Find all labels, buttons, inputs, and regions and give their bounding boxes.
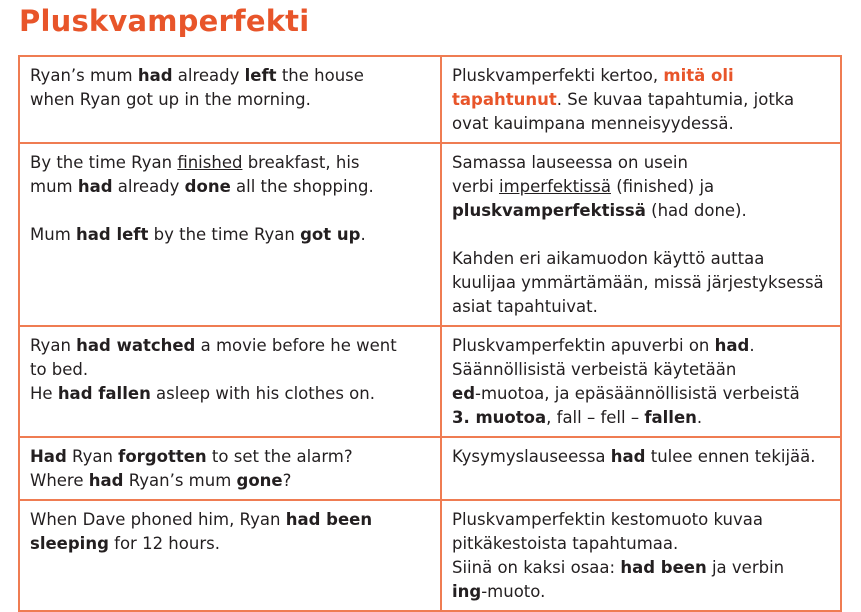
text-segment: the house xyxy=(276,66,364,85)
text-line xyxy=(452,271,830,295)
text-line xyxy=(30,532,430,556)
explanation-cell xyxy=(441,326,841,437)
text-segment: for 12 hours. xyxy=(108,534,220,553)
text-segment: asleep with his clothes on. xyxy=(150,384,375,403)
text-line xyxy=(452,199,830,223)
text-line xyxy=(30,334,430,358)
bold-text: had been xyxy=(285,510,373,529)
text-line xyxy=(30,382,430,406)
paragraph-gap xyxy=(30,199,430,223)
text-segment: He xyxy=(30,384,58,403)
text-line xyxy=(452,334,830,358)
text-segment: ovat kauimpana menneisyydessä. xyxy=(452,114,734,133)
table-row xyxy=(19,500,841,611)
text-line xyxy=(452,175,830,199)
text-line xyxy=(30,358,430,382)
text-segment: Where xyxy=(30,471,89,490)
text-segment: tulee ennen tekijää. xyxy=(645,447,816,466)
example-cell xyxy=(19,56,441,143)
text-segment: Pluskvamperfektin apuverbi on xyxy=(452,336,715,355)
text-line xyxy=(30,445,430,469)
text-segment: to bed. xyxy=(30,360,89,379)
bold-text: had xyxy=(88,471,124,490)
text-segment: verbi xyxy=(452,177,500,196)
bold-text: had left xyxy=(76,225,149,244)
bold-text: gone xyxy=(236,471,283,490)
example-cell xyxy=(19,437,441,500)
table-row xyxy=(19,143,841,326)
bold-text: had been xyxy=(620,558,707,577)
text-segment: Pluskvamperfekti kertoo, xyxy=(452,66,664,85)
bold-text: had xyxy=(77,177,113,196)
bold-text: fallen xyxy=(644,408,697,427)
text-segment: a movie before he went xyxy=(195,336,397,355)
bold-text: Had xyxy=(30,447,67,466)
explanation-cell xyxy=(441,437,841,500)
text-segment: asiat tapahtuivat. xyxy=(452,297,598,316)
text-segment: , fall – fell – xyxy=(546,408,645,427)
text-segment: breakfast, his xyxy=(242,153,360,172)
example-cell xyxy=(19,143,441,326)
example-cell xyxy=(19,500,441,611)
text-line xyxy=(30,223,430,247)
text-line xyxy=(452,532,830,556)
text-segment: already xyxy=(112,177,185,196)
bold-text: forgotten xyxy=(118,447,207,466)
text-line xyxy=(30,508,430,532)
text-segment: already xyxy=(172,66,245,85)
table-row xyxy=(19,326,841,437)
text-line xyxy=(452,580,830,604)
text-line xyxy=(452,382,830,406)
text-line xyxy=(452,64,830,88)
paragraph-gap xyxy=(452,223,830,247)
underlined-text: imperfektissä xyxy=(499,177,611,196)
text-segment: to set the alarm? xyxy=(206,447,353,466)
text-segment: Ryan’s mum xyxy=(123,471,237,490)
bold-text: ed xyxy=(452,384,476,403)
grammar-table-body xyxy=(19,56,841,611)
highlighted-text: tapahtunut xyxy=(452,90,557,109)
highlighted-text: mitä oli xyxy=(663,66,734,85)
explanation-cell xyxy=(441,56,841,143)
bold-text: had watched xyxy=(76,336,196,355)
text-segment: Ryan’s mum xyxy=(30,66,138,85)
text-segment: -muoto. xyxy=(481,582,546,601)
text-line xyxy=(452,445,830,469)
text-segment: pitkäkestoista tapahtumaa. xyxy=(452,534,679,553)
text-line xyxy=(452,406,830,430)
underlined-text: finished xyxy=(177,153,243,172)
text-segment: Kysymyslauseessa xyxy=(452,447,611,466)
text-segment: When Dave phoned him, Ryan xyxy=(30,510,286,529)
text-line xyxy=(452,112,830,136)
text-segment: (had done). xyxy=(645,201,747,220)
text-segment: (finished) ja xyxy=(610,177,715,196)
bold-text: got up xyxy=(300,225,361,244)
text-segment: . xyxy=(360,225,366,244)
text-line xyxy=(452,88,830,112)
bold-text: had xyxy=(610,447,646,466)
text-segment: Samassa lauseessa on usein xyxy=(452,153,688,172)
text-line xyxy=(452,508,830,532)
grammar-table xyxy=(18,55,842,612)
text-line xyxy=(452,295,830,319)
text-segment: Ryan xyxy=(30,336,77,355)
bold-text: left xyxy=(244,66,277,85)
text-segment: Siinä on kaksi osaa: xyxy=(452,558,621,577)
bold-text: ing xyxy=(452,582,482,601)
example-cell xyxy=(19,326,441,437)
text-segment: ja verbin xyxy=(706,558,785,577)
bold-text: 3. muotoa xyxy=(452,408,547,427)
text-segment: ? xyxy=(282,471,292,490)
text-line xyxy=(452,247,830,271)
text-segment: . xyxy=(749,336,755,355)
bold-text: pluskvamperfektissä xyxy=(452,201,646,220)
text-segment: Pluskvamperfektin kestomuoto kuvaa xyxy=(452,510,763,529)
bold-text: had fallen xyxy=(57,384,151,403)
explanation-cell xyxy=(441,500,841,611)
text-line xyxy=(452,556,830,580)
explanation-cell xyxy=(441,143,841,326)
table-row xyxy=(19,56,841,143)
text-segment: -muotoa, ja epäsäännöllisistä verbeistä xyxy=(475,384,800,403)
text-line xyxy=(452,151,830,175)
text-segment: when Ryan got up in the morning. xyxy=(30,90,311,109)
page-title: Pluskvamperfekti xyxy=(19,4,310,38)
text-segment: kuulijaa ymmärtämään, missä järjestyksessä xyxy=(452,273,824,292)
text-line xyxy=(30,175,430,199)
table-row xyxy=(19,437,841,500)
bold-text: had xyxy=(714,336,750,355)
text-segment: By the time Ryan xyxy=(30,153,178,172)
text-line xyxy=(30,88,430,112)
text-segment: Mum xyxy=(30,225,77,244)
text-segment: . xyxy=(696,408,703,427)
text-segment: Kahden eri aikamuodon käyttö auttaa xyxy=(452,249,765,268)
text-segment: Säännöllisistä verbeistä käytetään xyxy=(452,360,737,379)
text-line xyxy=(452,358,830,382)
text-segment: all the shopping. xyxy=(230,177,374,196)
bold-text: had xyxy=(137,66,173,85)
text-line xyxy=(30,64,430,88)
text-segment: by the time Ryan xyxy=(148,225,301,244)
text-segment: . Se kuvaa tapahtumia, jotka xyxy=(556,90,795,109)
bold-text: sleeping xyxy=(30,534,109,553)
bold-text: done xyxy=(184,177,231,196)
text-segment: Ryan xyxy=(66,447,119,466)
text-segment: mum xyxy=(30,177,78,196)
text-line xyxy=(30,469,430,493)
text-line xyxy=(30,151,430,175)
